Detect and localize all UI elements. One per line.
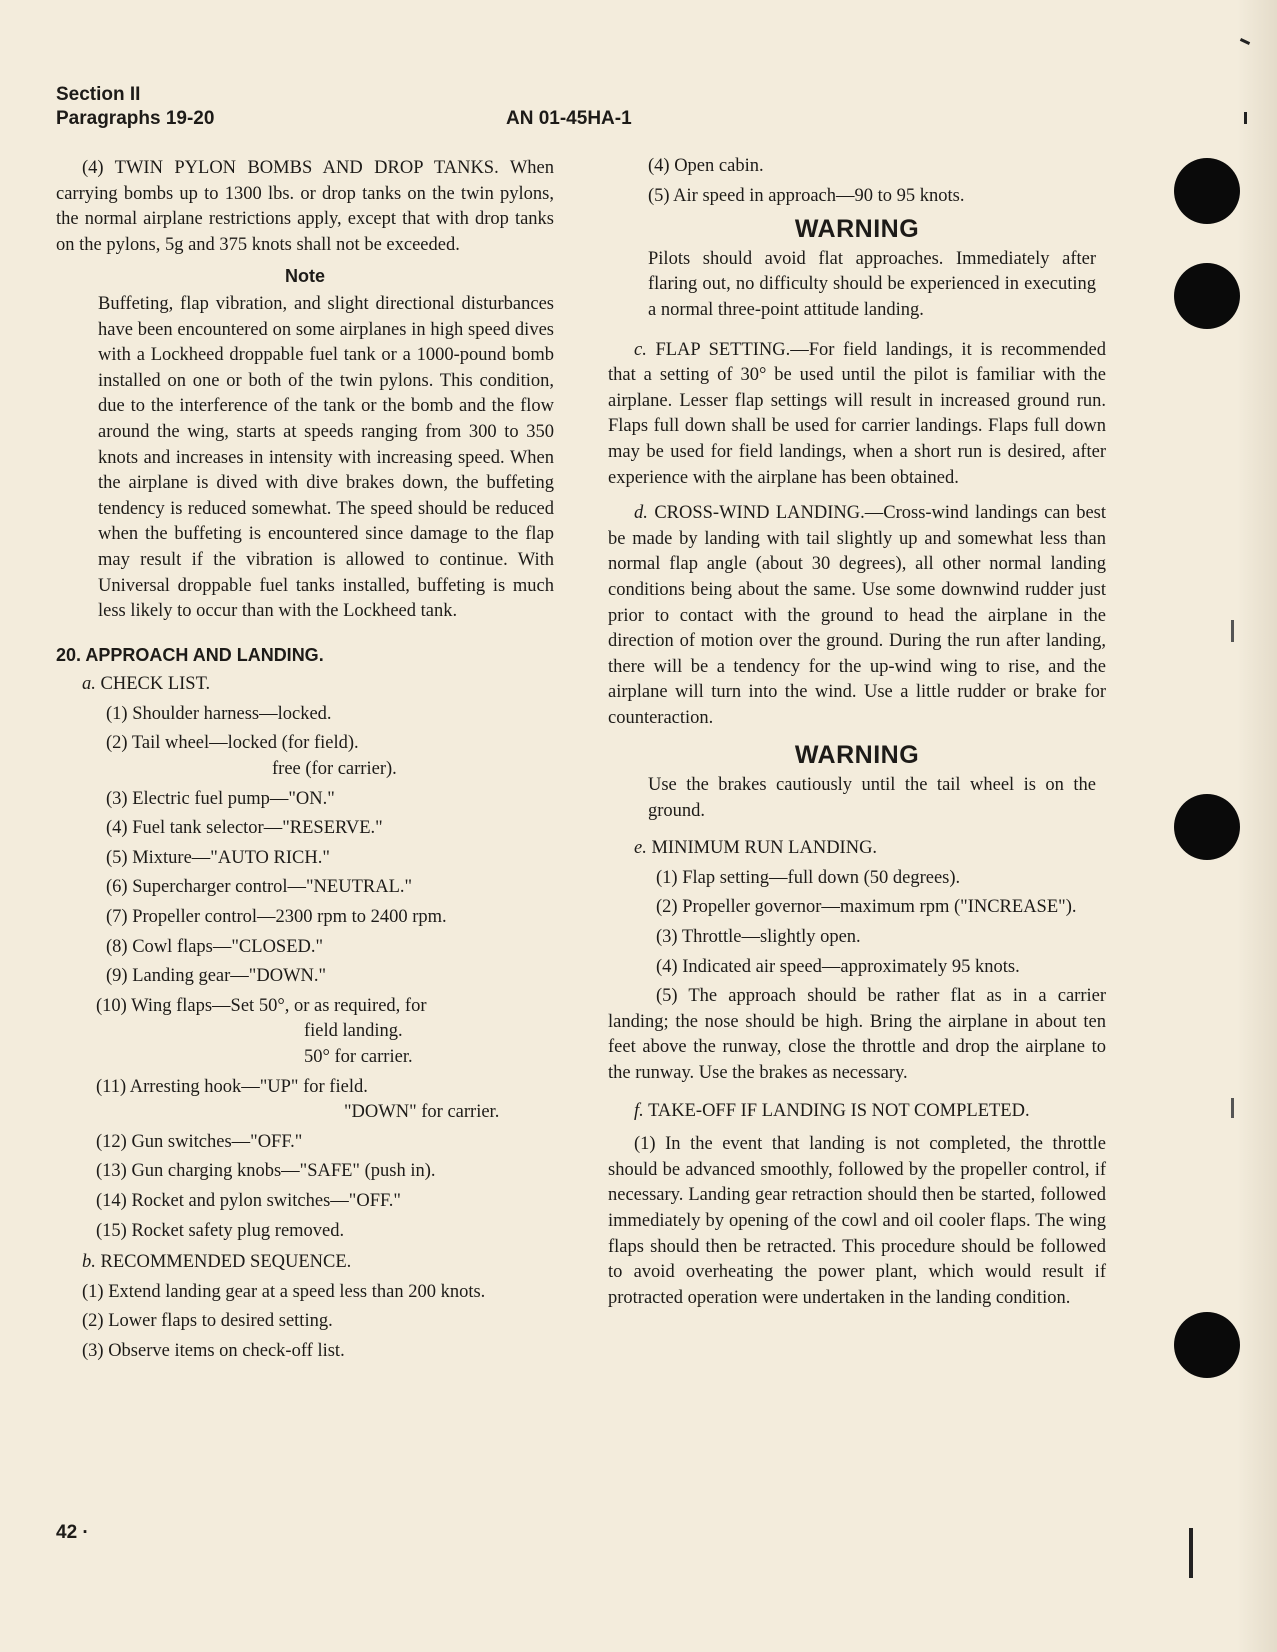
sequence-title: RECOMMENDED SEQUENCE.: [100, 1252, 352, 1273]
sequence-heading: [56, 1250, 554, 1276]
flap-setting-text: FLAP SETTING.—For field landings, it is recommended that a setting of 30° be used until the pilot is familiar with the airplane. Lesser flap settings will result in increased ground run. Flaps full down shall be used for carrier landings. Flaps full down may be used for field landings, when a short run is desired, after experience with the airplane has been obtained.: [608, 339, 1107, 488]
page-edge-shadow: [1237, 0, 1277, 1652]
paragraph-20-title: 20. APPROACH AND LANDING.: [56, 644, 324, 665]
sequence-item: (5) Air speed in approach—90 to 95 knots.: [648, 185, 965, 206]
warning-title: WARNING: [794, 741, 920, 770]
check-item: (15) Rocket safety plug removed.: [96, 1220, 345, 1241]
check-item: (14) Rocket and pylon switches—"OFF.": [96, 1190, 401, 1211]
warning-title: WARNING: [794, 215, 920, 244]
binder-hole: [1174, 794, 1240, 860]
note-text: Buffeting, flap vibration, and slight directional disturbances have been encountered on some airplanes in high speed dives with a Lockheed droppable fuel tank or a 1000-pound bomb installed on one or both of the twin pylons. This condition, due to the interference of the tank or the bomb and the flow around the wing, starts at speeds ranging from 300 to 350 knots and increases in intensity with increasing speed. When the airplane is dived with dive brakes down, the buffeting tendency is reduced somewhat. The speed should be reduced when the buffeting is encountered since damage to the flap may result if the vibration is allowed to continue. With Universal droppable fuel tanks installed, buffeting is much less likely to occur than with the Lockheed tank.: [98, 293, 554, 622]
warning-text: Pilots should avoid flat approaches. Immediately after flaring out, no difficulty should be experienced in executing a normal three-point attitude landing.: [648, 248, 1096, 320]
check-item: (4) Fuel tank selector—"RESERVE.": [106, 818, 383, 839]
twin-pylon-paragraph: (4) TWIN PYLON BOMBS AND DROP TANKS. When carrying bombs up to 1300 lbs. or drop tanks on the twin pylons, the normal airplane restrictions apply, except that with drop tanks on the pylons, 5g and 375 knots shall not be exceeded.: [56, 158, 554, 255]
cross-wind-letter: d.: [634, 503, 648, 524]
binder-hole: [1174, 158, 1240, 224]
check-item: (10) Wing flaps—Set 50°, or as required, for: [96, 995, 427, 1016]
minimum-run-item: (3) Throttle—slightly open.: [656, 927, 861, 948]
check-item-continuation: field landing.: [304, 1021, 403, 1042]
section-label: Section II: [56, 84, 141, 105]
sequence-letter: b.: [82, 1252, 96, 1273]
check-item: (9) Landing gear—"DOWN.": [106, 966, 327, 987]
minimum-run-heading: [608, 836, 1106, 862]
sequence-item: (1) Extend landing gear at a speed less than 200 knots.: [82, 1281, 486, 1302]
check-item: (6) Supercharger control—"NEUTRAL.": [106, 877, 413, 898]
sequence-item: (2) Lower flaps to desired setting.: [82, 1311, 333, 1332]
cross-wind-text: CROSS-WIND LANDING.—Cross-wind landings can best be made by landing with tail slightly up and somewhat less than normal flap angle (about 30 degrees), all other normal landing conditions being about the same. Use some downwind rudder just prior to contact with the ground to head the airplane in the direction of motion over the ground. During the run after landing, there will be a tendency for the up-wind wing to rise, and the airplane will turn into the wind. Use a little rudder or brake for counteraction.: [608, 503, 1107, 728]
check-item: (12) Gun switches—"OFF.": [96, 1131, 303, 1152]
warning-text: Use the brakes cautiously until the tail wheel is on the ground.: [648, 775, 1096, 821]
take-off-paragraph: (1) In the event that landing is not completed, the throttle should be advanced smoothly, followed by the propeller control, if necessary. Landing gear retraction should then be started, followed immediately by opening of the cowl and oil cooler flaps. The wing flaps should then be retracted. This procedure should be followed to avoid overheating the power plant, which would result if protracted operation were undertaken in the landing condition.: [608, 1134, 1106, 1308]
check-item: (11) Arresting hook—"UP" for field.: [96, 1076, 368, 1097]
paragraphs-label: Paragraphs 19-20: [56, 108, 215, 129]
check-list-title: CHECK LIST.: [100, 674, 211, 695]
check-item: (13) Gun charging knobs—"SAFE" (push in).: [96, 1161, 436, 1182]
edge-speck: [1231, 620, 1234, 642]
note-title: Note: [285, 266, 325, 287]
page-number: 42 ·: [56, 1522, 89, 1543]
minimum-run-item: (1) Flap setting—full down (50 degrees).: [656, 867, 961, 888]
check-list-heading: [56, 672, 554, 698]
check-item: (3) Electric fuel pump—"ON.": [106, 788, 335, 809]
flap-setting-paragraph: [608, 338, 1106, 492]
check-item: (5) Mixture—"AUTO RICH.": [106, 847, 330, 868]
minimum-run-item: (4) Indicated air speed—approximately 95 knots.: [656, 956, 1020, 977]
right-column: [608, 154, 1106, 1311]
check-item-continuation: "DOWN" for carrier.: [344, 1102, 500, 1123]
take-off-letter: f.: [634, 1100, 644, 1121]
flap-setting-letter: c.: [634, 339, 647, 360]
document-number: AN 01-45HA-1: [506, 108, 632, 129]
minimum-run-title: MINIMUM RUN LANDING.: [651, 838, 878, 859]
minimum-run-item: (2) Propeller governor—maximum rpm ("INCREASE").: [656, 897, 1077, 918]
take-off-heading: [608, 1099, 1106, 1125]
edge-speck: [1231, 1098, 1234, 1118]
check-item-continuation: 50° for carrier.: [304, 1047, 413, 1067]
check-item: (2) Tail wheel—locked (for field).: [106, 733, 359, 754]
take-off-title: TAKE-OFF IF LANDING IS NOT COMPLETED.: [648, 1100, 1030, 1121]
check-item: (8) Cowl flaps—"CLOSED.": [106, 936, 324, 957]
edge-speck: [1244, 112, 1247, 124]
check-item: (7) Propeller control—2300 rpm to 2400 rpm.: [106, 907, 447, 928]
minimum-run-item: (5) The approach should be rather flat as in a carrier landing; the nose should be high. Bring the airplane in about ten feet above the runway, close the throttle and drop the airplane to the runway. Use the brakes as necessary.: [608, 986, 1106, 1083]
cross-wind-paragraph: [608, 501, 1106, 731]
check-item: (1) Shoulder harness—locked.: [106, 703, 332, 724]
minimum-run-letter: e.: [634, 838, 647, 859]
check-list-letter: a.: [82, 674, 96, 695]
edge-speck: [1189, 1528, 1193, 1578]
left-column: [56, 156, 554, 1365]
check-item-continuation: free (for carrier).: [272, 759, 397, 780]
sequence-item: (4) Open cabin.: [648, 156, 764, 176]
binder-hole: [1174, 1312, 1240, 1378]
binder-hole: [1174, 263, 1240, 329]
sequence-item: (3) Observe items on check-off list.: [82, 1340, 345, 1361]
